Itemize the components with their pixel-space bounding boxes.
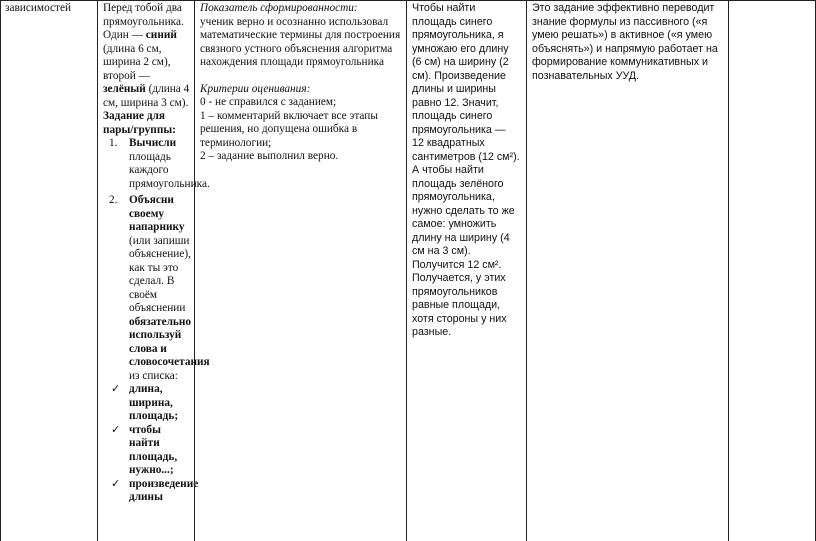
table-cell-answer [406, 0, 526, 541]
answer-text: Чтобы найти площадь синего прямоугольника, я умножаю его длину (6 см) на ширину (2 см). Произведение длины и ширины равно 12. Значит, площадь синего прямоугольника — 12 квадратных сантиметров (12 см²). А чтобы найти площадь зелёного прямоугольника, нужно сделать то же самое: умножить длину на ширину (4 см на 3 см). Получится 12 см². Получается, у этих прямоугольников равные площади, хотя стороны у них разные. [412, 2, 520, 338]
step-text-end: из списка: [129, 369, 178, 382]
intro-part-1: Перед тобой два прямоугольника. Один — [103, 2, 184, 41]
list-item [103, 137, 210, 191]
criterion-1: 1 – комментарий включает все этапы решения, но допущена ошибка в терминологии; [200, 109, 378, 149]
step-emphasis: обязательно используй слова и словосочетания [129, 315, 210, 368]
intro-part-2: (длина 6 см, ширина 2 см), второй — [103, 42, 171, 82]
criterion-2: 2 – задание выполнил верно. [200, 150, 339, 162]
task-heading: Задание для пары/группы: [103, 110, 176, 136]
list-item [103, 477, 199, 505]
task-intro [103, 2, 192, 110]
step-verb: Объясни своему напарнику [129, 194, 185, 233]
step-number: 2. [109, 194, 118, 206]
step-text: (или запиши объяснение), как ты это сделал. В своём объяснении [129, 234, 191, 314]
word-list-text: длина, ширина, площадь; [129, 383, 179, 422]
task-steps [103, 137, 210, 383]
list-item [103, 424, 192, 478]
checkmark-icon: ✓ [111, 477, 121, 490]
table-cell-empty [728, 0, 816, 541]
step-text: площадь каждого прямоугольника. [129, 150, 210, 190]
step-verb: Вычисли [129, 137, 177, 149]
intro-part-3: (длина 4 см, ширина 3 см). [103, 83, 190, 109]
col1-text: зависимостей [5, 2, 72, 14]
criterion-0: 0 - не справился с заданием; [200, 96, 337, 108]
checkmark-icon: ✓ [111, 383, 121, 395]
table-cell-task [97, 0, 210, 541]
list-item [103, 383, 192, 424]
indicator-heading: Показатель сформированности: [200, 2, 358, 14]
criteria-heading: Критерии оценивания: [200, 82, 311, 95]
list-item [103, 194, 210, 383]
spacer [200, 70, 403, 83]
table-cell-assessment [194, 0, 406, 541]
comment-text: Это задание эффективно переводит знание формулы из пассивного («я умею решать») в активное («я умею объяснять») и напрямую работает на формирование коммуникативных и познавательных УУД. [532, 2, 718, 82]
table-cell-comment [526, 0, 728, 541]
checkmark-icon: ✓ [111, 423, 121, 436]
blue-word: синий [145, 29, 177, 41]
word-list [103, 383, 199, 505]
indicator-text: ученик верно и осознанно использовал математические термины для построения связного устного объяснения алгоритма нахождения площади прямоугольника [200, 15, 401, 68]
word-list-text: чтобы найти площадь, нужно...; [129, 423, 178, 476]
green-word: зелёный [103, 83, 146, 95]
table-cell-col1 [0, 0, 97, 541]
word-list-text: произведение длины [129, 477, 199, 503]
step-number: 1. [109, 137, 118, 149]
